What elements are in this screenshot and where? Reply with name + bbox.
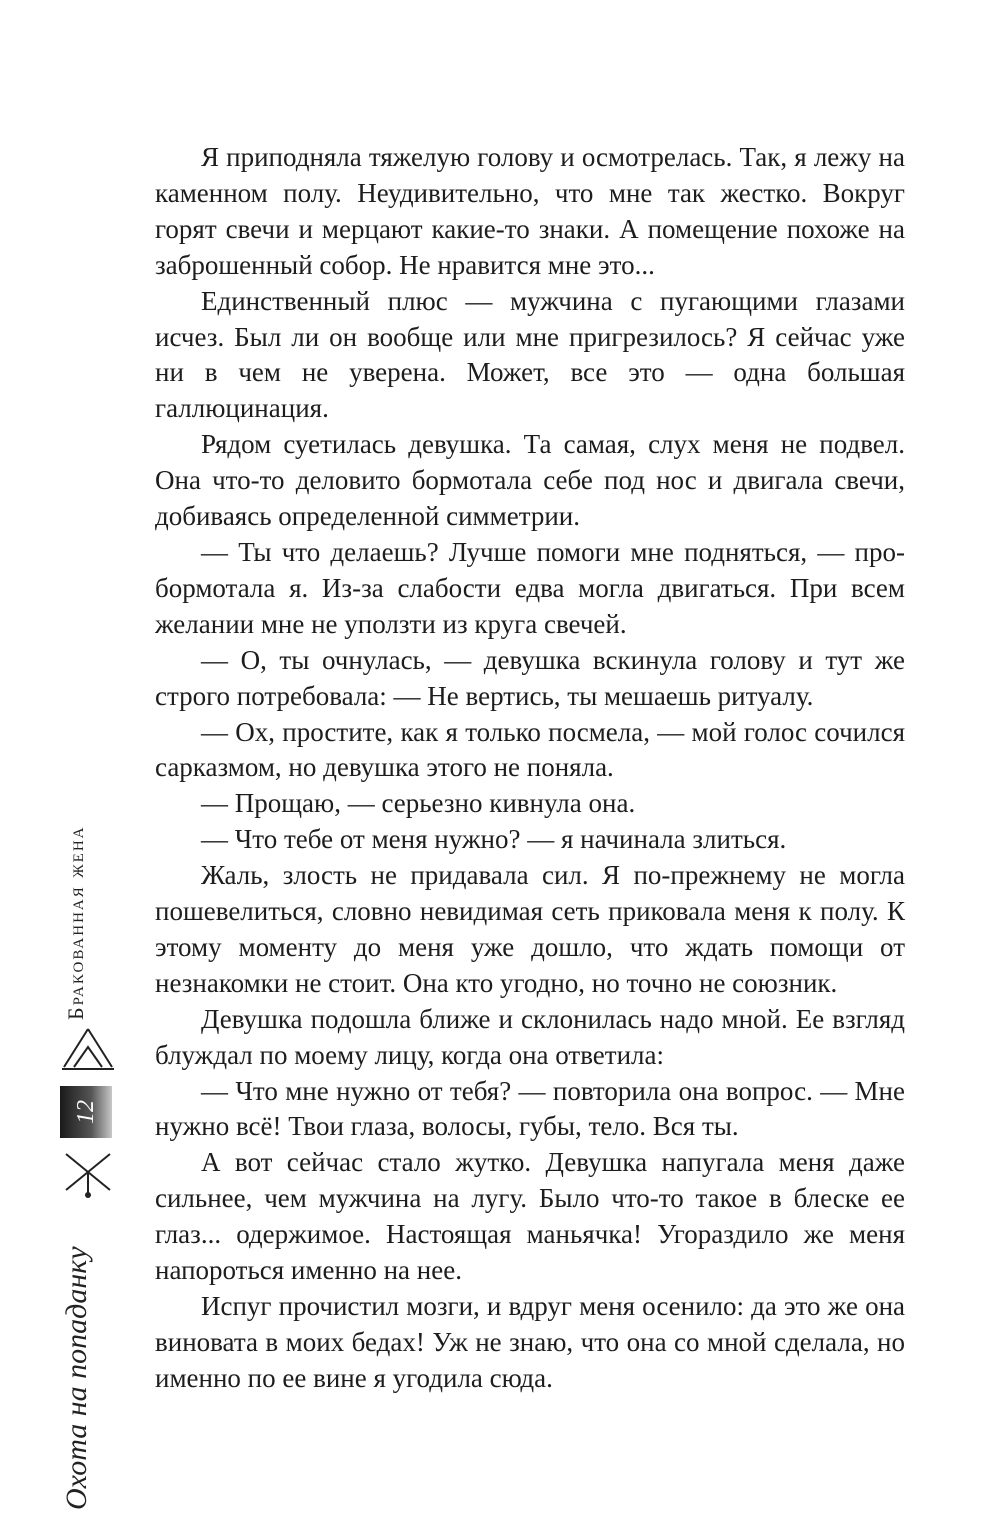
- paragraph-9: Жаль, злость не придавала сил. Я по-прежнему не могла пошевелиться, словно невидимая сеть приковала меня к полу. К этому моменту до меня уже дошло, что ждать помощи от незнакомки не стоит. Она кто угодно, но точно не союзник.: [155, 860, 905, 998]
- paragraph-1: Я приподняла тяжелую голову и осмотрелась. Так, я лежу на каменном полу. Неудивительно, что мне так жестко. Вокруг горят свечи и мерцают какие-то знаки. А помещение похоже на заброшенный собор. Не нравится мне это...: [155, 142, 905, 280]
- paragraph-2: Единственный плюс — мужчина с пугающими глазами исчез. Был ли он вообще или мне пригрезилось? Я сейчас уже ни в чем не уверена. Может, все это — одна большая галлюцинация.: [155, 285, 905, 424]
- paragraph-7: — Прощаю, — серьезно кивнула она.: [201, 788, 636, 819]
- page-body-text: [155, 140, 905, 1397]
- paragraph-12: А вот сейчас стало жутко. Девушка напугала меня даже сильнее, чем мужчина на лугу. Было что-то такое в блеске ее глаз... одержимое. Настоящая маньячка! Угораздило же меня напороться именно на нее.: [155, 1147, 905, 1286]
- paragraph-4: — Ты что делаешь? Лучше помоги мне подняться, — пробормотала я. Из-за слабости едва могла двигаться. При всем желании мне не уползти из круга свечей.: [155, 536, 905, 639]
- paragraph-8: — Что тебе от меня нужно? — я начинала злиться.: [201, 824, 787, 855]
- paragraph-5: — О, ты очнулась, — девушка вскинула голову и тут же строго потребовала: — Не вертись, ты мешаешь ритуалу.: [155, 644, 905, 711]
- paragraph-10: Девушка подошла ближе и склонилась надо мной. Ее взгляд блуждал по моему лицу, когда она ответила:: [155, 1003, 905, 1070]
- page-number-badge: [60, 1086, 112, 1138]
- paragraph-13: Испуг прочистил мозги, и вдруг меня осенило: да это же она виновата в моих бедах! Уж не знаю, что она со мной сделала, но именно по ее вине я угодила сюда.: [155, 1291, 905, 1393]
- dot-ornament-icon: [83, 1190, 93, 1200]
- paragraph-3: Рядом суетилась девушка. Та самая, слух меня не подвел. Она что-то деловито бормотала себе под нос и двигала свечи, добиваясь определенной симметрии.: [155, 429, 905, 532]
- page-number: 12: [72, 1100, 99, 1124]
- arrow-ornament-icon: [60, 1150, 116, 1194]
- running-title: Бракованная жена: [63, 825, 88, 1020]
- book-title: Охота на попаданку: [60, 1246, 93, 1510]
- paragraph-11: — Что мне нужно от тебя? — повторила она вопрос. — Мне нужно всё! Твои глаза, волосы, губы, тело. Вся ты.: [155, 1075, 905, 1142]
- triangle-ornament-icon: [60, 1025, 116, 1071]
- paragraph-6: — Ох, простите, как я только посмела, — мой голос сочился сарказмом, но девушка этого не поняла.: [155, 716, 905, 783]
